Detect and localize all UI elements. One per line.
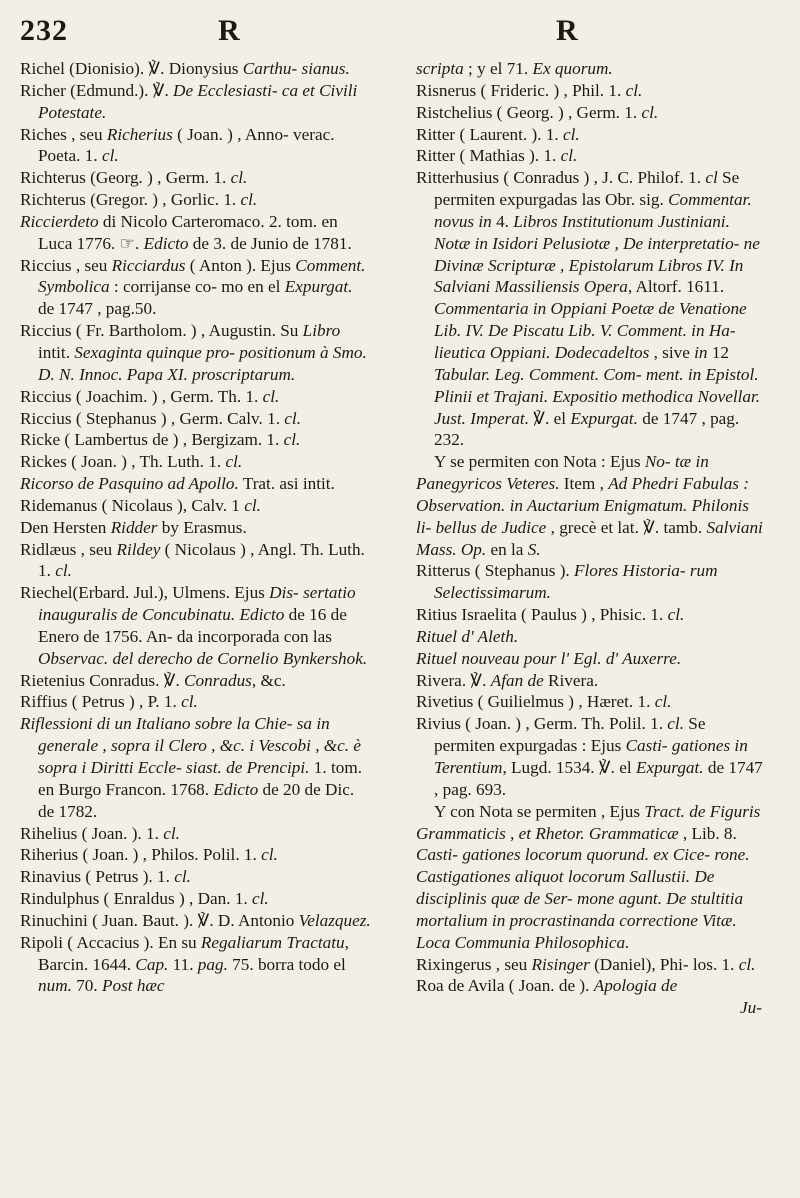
right-running-head: R [556, 14, 578, 47]
running-header [0, 14, 800, 54]
index-entry: Rituel d' Aleth. [416, 626, 519, 646]
index-entry: Riches , seu Richerius ( Joan. ) , Anno- verac. Poeta. 1. cl. [20, 124, 335, 166]
index-entry: Ristchelius ( Georg. ) , Germ. 1. cl. [416, 102, 659, 122]
index-entry: Ricke ( Lambertus de ) , Bergizam. 1. cl. [20, 430, 301, 450]
index-entry: Riechel(Erbard. Jul.), Ulmens. Ejus Dis- sertatio inauguralis de Concubinatu. Edicto de 16 de Enero de 1756. An- da incorporada con las Observac. del derecho de Cornelio Bynkershok. [20, 583, 368, 668]
index-entry: Ritterhusius ( Conradus ) , J. C. Philof. 1. cl Se permiten expurgadas las Obr. sig. Commentar. novus in 4. Libros Institutionum Justiniani. Notæ in Isidori Pelusiotæ , De interpretatio- ne Divinæ Scripturæ , Epistolarum Libros IV. In Salviani Massiliensis Opera, Altorf. 1611. Commentaria in Oppiani Poetæ de Venatione Lib. IV. De Piscatu Lib. V. Comment. in Ha- lieutica Oppiani. Dodecadeltos , sive in 12 Tabular. Leg. Comment. Com- ment. in Epistol. Plinii et Trajani. Expositio methodica Novellar. Just. Imperat. ℣. el Expurgat. de 1747 , pag. 232. [416, 168, 761, 450]
index-entry: Rinuchini ( Juan. Baut. ). ℣. D. Antonio Velazquez. [20, 910, 371, 930]
index-entry: Riccius ( Joachim. ) , Germ. Th. 1. cl. [20, 386, 280, 406]
index-entry: Rivetius ( Guilielmus ) , Hæret. 1. cl. [416, 692, 672, 712]
index-entry: Ritter ( Laurent. ). 1. cl. [416, 124, 580, 144]
index-subentry: Y se permiten con Nota : Ejus No- tæ in Panegyricos Veteres. Item , Ad Phedri Fabulas : Observation. in Auctarium Enigmatum. Philonis li- bellus de Judice , grecè et lat. ℣. tamb. Salviani Mass. Op. en la S. [416, 452, 763, 559]
index-entry: Ridemanus ( Nicolaus ), Calv. 1 cl. [20, 495, 261, 515]
catchword: Ju- [740, 998, 762, 1018]
index-entry: Richterus (Gregor. ) , Gorlic. 1. cl. [20, 190, 258, 210]
index-entry: Riccierdeto di Nicolo Carteromaco. 2. tom. en Luca 1776. ☞. Edicto de 3. de Junio de 1781. [20, 211, 352, 253]
index-entry: Ritter ( Mathias ). 1. cl. [416, 146, 578, 166]
index-entry: Rindulphus ( Enraldus ) , Dan. 1. cl. [20, 889, 269, 909]
index-entry: Ricorso de Pasquino ad Apollo. Trat. asi intit. [20, 474, 335, 494]
index-entry: Riccius , seu Ricciardus ( Anton ). Ejus Comment. Symbolica : corrijanse co- mo en el Expurgat. de 1747 , pag.50. [20, 255, 366, 319]
index-entry: Richterus (Georg. ) , Germ. 1. cl. [20, 168, 248, 188]
index-entry: Rivera. ℣. Afan de Rivera. [416, 670, 599, 690]
index-entry-continued: scripta ; y el 71. Ex quorum. [416, 59, 613, 78]
index-entry: Rinavius ( Petrus ). 1. cl. [20, 867, 191, 887]
index-entry: Riffius ( Petrus ) , P. 1. cl. [20, 692, 198, 712]
index-entry: Richel (Dionisio). ℣. Dionysius Carthu- sianus. [20, 59, 350, 78]
index-entry: Riflessioni di un Italiano sobre la Chie- sa in generale , sopra il Clero , &c. i Vescobi , &c. è sopra i Diritti Eccle- siast. de Prencipi. 1. tom. en Burgo Francon. 1768. Edicto de 20 de Dic. de 1782. [20, 714, 362, 821]
index-entry: Ritterus ( Stephanus ). Flores Historia- rum Selectissimarum. [416, 561, 718, 603]
index-entry: Riccius ( Fr. Bartholom. ) , Augustin. Su Libro intit. Sexaginta quinque pro- positionum à Smo. D. N. Innoc. Papa XI. proscriptarum. [20, 321, 367, 384]
index-entry: Richer (Edmund.). ℣. De Ecclesiasti- ca et Civili Potestate. [20, 80, 358, 122]
index-entry: Rickes ( Joan. ) , Th. Luth. 1. cl. [20, 452, 243, 472]
index-entry: Rituel nouveau pour l' Egl. d' Auxerre. [416, 648, 682, 668]
index-entry: Ripoli ( Accacius ). En su Regaliarum Tractatu, Barcin. 1644. Cap. 11. pag. 75. borra todo el num. 70. Post hæc [20, 932, 349, 996]
index-entry: Rixingerus , seu Risinger (Daniel), Phi- los. 1. cl. [416, 954, 756, 974]
left-running-head: R [218, 14, 240, 47]
index-entry: Rihelius ( Joan. ). 1. cl. [20, 823, 180, 843]
index-entry: Rietenius Conradus. ℣. Conradus, &c. [20, 670, 286, 690]
index-entry: Ritius Israelita ( Paulus ) , Phisic. 1. cl. [416, 605, 685, 625]
index-entry: Den Hersten Ridder by Erasmus. [20, 517, 247, 537]
index-entry: Riccius ( Stephanus ) , Germ. Calv. 1. cl. [20, 408, 301, 428]
page-number: 232 [20, 14, 68, 47]
index-subentry: Y con Nota se permiten , Ejus Tract. de Figuris Grammaticis , et Rhetor. Grammaticæ , Lib. 8. Casti- gationes locorum quorund. ex Cice- rone. Castigationes aliquot locorum Sallustii. De disciplinis quæ de Ser- mone agunt. De stultitia mortalium in procrastinanda correctione Vitæ. Loca Communia Philosophica. [416, 801, 761, 952]
right-column [416, 58, 768, 1019]
index-entry: Ridlæus , seu Rildey ( Nicolaus ) , Angl. Th. Luth. 1. cl. [20, 539, 365, 581]
index-entry: Rivius ( Joan. ) , Germ. Th. Polil. 1. cl. Se permiten expurgadas : Ejus Casti- gationes in Terentium, Lugd. 1534. ℣. el Expurgat. de 1747 , pag. 693. [416, 714, 763, 799]
index-entry: Risnerus ( Frideric. ) , Phil. 1. cl. [416, 80, 643, 100]
index-entry: Riherius ( Joan. ) , Philos. Polil. 1. cl. [20, 845, 278, 865]
index-entry: Roa de Avila ( Joan. de ). Apologia de [416, 976, 678, 996]
left-column [20, 58, 372, 997]
